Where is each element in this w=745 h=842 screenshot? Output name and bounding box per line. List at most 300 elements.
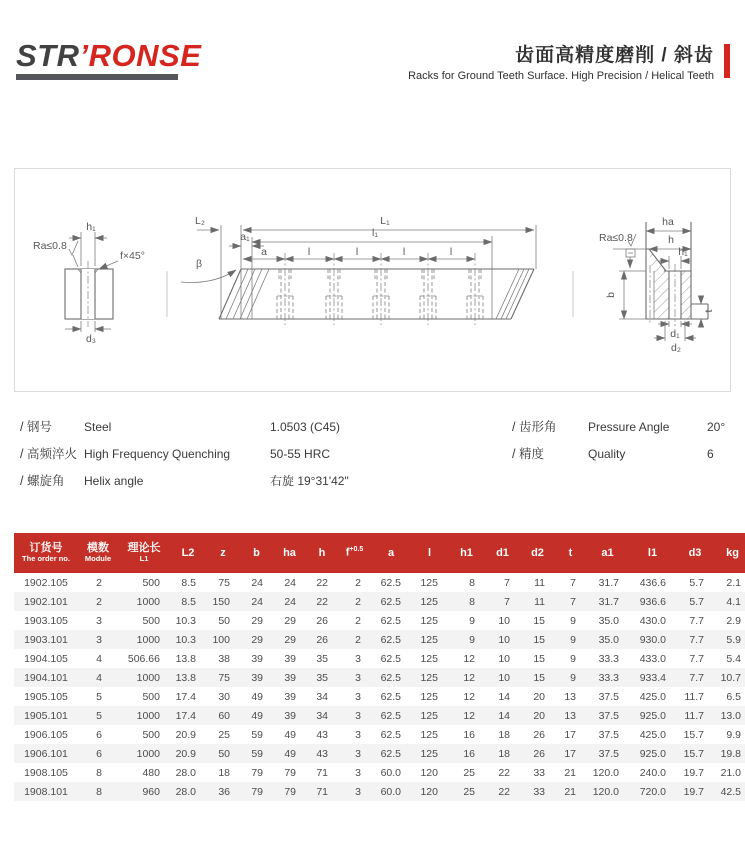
value-cell: 60.0 (380, 785, 401, 798)
table-row (14, 592, 745, 611)
spec-value: 6 (707, 447, 714, 461)
column-header: h (318, 546, 326, 559)
value-cell: 10 (498, 633, 510, 646)
value-cell: 2 (355, 633, 361, 646)
value-cell: 4 (96, 652, 102, 665)
value-cell: 13 (564, 709, 576, 722)
table-row (14, 668, 745, 687)
value-cell: 4 (96, 671, 102, 684)
value-cell: 433.0 (639, 652, 666, 665)
spec-value: 右旋 19°31'42" (270, 474, 349, 488)
value-cell: 20.9 (175, 747, 196, 760)
value-cell: 1000 (136, 633, 160, 646)
value-cell: 25 (218, 728, 230, 741)
value-cell: 25 (463, 766, 475, 779)
table-row (14, 744, 745, 763)
value-cell: 62.5 (380, 633, 401, 646)
column-header: 模数 Module (84, 542, 112, 563)
value-cell: 39 (284, 690, 296, 703)
spec-row-helix-angle (20, 471, 349, 489)
spec-label-zh: / 齿形角 (512, 420, 557, 434)
title-accent-bar (724, 44, 730, 78)
left-section-view (33, 221, 145, 345)
value-cell: 24 (251, 595, 263, 608)
value-cell: 15 (533, 633, 545, 646)
value-cell: 3 (355, 747, 361, 760)
value-cell: 3 (355, 709, 361, 722)
page-title-block (408, 40, 714, 82)
column-header: a (387, 546, 395, 559)
spec-row-steel (20, 417, 340, 435)
chamfer-label: f×45° (120, 250, 145, 262)
value-cell: 3 (355, 766, 361, 779)
spec-label-en: High Frequency Quenching (84, 447, 231, 461)
dim-label-l: l (355, 246, 359, 258)
spec-value: 50-55 HRC (270, 447, 331, 461)
column-header: d2 (531, 546, 544, 559)
value-cell: 16 (463, 728, 475, 741)
value-cell: 10 (498, 671, 510, 684)
value-cell: 62.5 (380, 728, 401, 741)
dim-label-l1: l₁ (372, 227, 378, 239)
dim-label-a: a (261, 246, 267, 258)
value-cell: 3 (355, 671, 361, 684)
value-cell: 120.0 (592, 766, 619, 779)
value-cell: 7 (570, 595, 576, 608)
value-cell: 29 (284, 614, 296, 627)
value-cell: 3 (96, 614, 102, 627)
value-cell: 22 (316, 595, 328, 608)
value-cell: 125 (420, 747, 438, 760)
value-cell: 3 (355, 728, 361, 741)
value-cell: 10.7 (720, 671, 741, 684)
dim-label-b: b (605, 292, 617, 298)
spec-label-zh: / 高频淬火 (20, 447, 77, 461)
brand-logo (16, 40, 201, 80)
value-cell: 25 (463, 785, 475, 798)
roughness-label-right: Ra≤0.8 (599, 232, 633, 244)
value-cell: 436.6 (639, 576, 666, 589)
value-cell: 26 (316, 614, 328, 627)
roughness-check-icon (69, 241, 78, 255)
value-cell: 62.5 (380, 747, 401, 760)
value-cell: 240.0 (639, 766, 666, 779)
column-header: d3 (688, 546, 702, 559)
value-cell: 20.9 (175, 728, 196, 741)
value-cell: 1000 (136, 595, 160, 608)
value-cell: 9 (570, 614, 576, 627)
dim-label-a1: a₁ (240, 231, 250, 243)
value-cell: 38 (218, 652, 230, 665)
value-cell: 59 (251, 747, 263, 760)
dim-label-h: h (668, 234, 674, 246)
value-cell: 29 (284, 633, 296, 646)
value-cell: 62.5 (380, 671, 401, 684)
value-cell: 29 (251, 614, 263, 627)
value-cell: 13 (564, 690, 576, 703)
value-cell: 10 (498, 614, 510, 627)
value-cell: 1000 (136, 747, 160, 760)
value-cell: 125 (420, 690, 438, 703)
value-cell: 29 (251, 633, 263, 646)
value-cell: 9 (469, 614, 475, 627)
order-no-cell: 1902.101 (24, 595, 68, 608)
value-cell: 1000 (136, 709, 160, 722)
value-cell: 3 (96, 633, 102, 646)
table-body (14, 573, 745, 801)
value-cell: 71 (316, 785, 328, 798)
value-cell: 125 (420, 728, 438, 741)
column-header: $f^{+0.5}$ (345, 546, 364, 559)
value-cell: 7 (504, 576, 510, 589)
column-header: d1 (496, 546, 509, 559)
value-cell: 480 (142, 766, 160, 779)
value-cell: 37.5 (598, 747, 619, 760)
table-row (14, 573, 745, 592)
value-cell: 75 (218, 576, 230, 589)
value-cell: 21.0 (720, 766, 741, 779)
value-cell: 11.7 (684, 709, 704, 722)
value-cell: 11 (534, 576, 545, 589)
product-table (14, 533, 745, 801)
value-cell: 9 (570, 671, 576, 684)
spec-row-quality (512, 444, 714, 462)
value-cell: 79 (284, 766, 296, 779)
value-cell: 125 (420, 633, 438, 646)
value-cell: 21 (564, 785, 576, 798)
value-cell: 18 (218, 766, 230, 779)
value-cell: 26 (533, 728, 545, 741)
main-rack-view (181, 215, 536, 325)
value-cell: 26 (533, 747, 545, 760)
value-cell: 33 (533, 785, 545, 798)
end-section-view (599, 216, 715, 354)
value-cell: 71 (316, 766, 328, 779)
value-cell: 3 (355, 785, 361, 798)
value-cell: 49 (251, 690, 263, 703)
value-cell: 35.0 (598, 633, 619, 646)
logo-apostrophe: ’ (79, 38, 89, 73)
roughness-label-left: Ra≤0.8 (33, 240, 67, 252)
value-cell: 24 (284, 576, 296, 589)
value-cell: 33.3 (598, 652, 619, 665)
value-cell: 125 (420, 614, 438, 627)
value-cell: 39 (251, 671, 263, 684)
value-cell: 19.8 (720, 747, 741, 760)
table-row (14, 649, 745, 668)
value-cell: 6 (96, 747, 102, 760)
value-cell: 100 (212, 633, 230, 646)
column-header: t (568, 546, 573, 559)
value-cell: 1000 (136, 671, 160, 684)
order-no-cell: 1908.101 (24, 785, 68, 798)
value-cell: 11 (534, 595, 545, 608)
value-cell: 22 (498, 785, 510, 798)
value-cell: 120 (420, 785, 438, 798)
column-header: h1 (460, 546, 473, 559)
value-cell: 19.7 (683, 785, 704, 798)
value-cell: 33 (533, 766, 545, 779)
value-cell: 59 (251, 728, 263, 741)
value-cell: 35.0 (598, 614, 619, 627)
value-cell: 500 (142, 614, 160, 627)
value-cell: 425.0 (639, 690, 666, 703)
dim-label-d3: d₃ (85, 333, 97, 345)
value-cell: 20 (533, 690, 545, 703)
column-header: b (253, 546, 260, 559)
value-cell: 11.7 (684, 690, 704, 703)
value-cell: 7.7 (689, 652, 704, 665)
value-cell: 37.5 (598, 690, 619, 703)
value-cell: 500 (142, 576, 160, 589)
value-cell: 9 (469, 633, 475, 646)
order-no-cell: 1905.105 (24, 690, 68, 703)
value-cell: 500 (142, 728, 160, 741)
value-cell: 2.1 (726, 576, 741, 589)
column-header: a1 (601, 546, 614, 559)
value-cell: 39 (284, 671, 296, 684)
value-cell: 13.8 (175, 671, 196, 684)
dim-label-h1-right: h₁ (678, 246, 688, 258)
value-cell: 26 (316, 633, 328, 646)
value-cell: 936.6 (639, 595, 666, 608)
order-no-cell: 1904.101 (24, 671, 68, 684)
value-cell: 62.5 (380, 690, 401, 703)
spec-label-en: Quality (588, 447, 626, 461)
value-cell: 2 (355, 576, 361, 589)
order-no-cell: 1903.105 (24, 614, 68, 627)
column-header: 订货号 The order no. (22, 542, 70, 563)
value-cell: 8 (469, 595, 475, 608)
page-title-en: Racks for Ground Teeth Surface. High Precision / Helical Teeth (408, 70, 714, 82)
logo-text (16, 40, 201, 71)
spec-section (0, 412, 745, 502)
value-cell: 16 (463, 747, 475, 760)
order-no-cell: 1904.105 (24, 652, 68, 665)
value-cell: 125 (420, 709, 438, 722)
dim-label-l: l (402, 246, 406, 258)
value-cell: 5.4 (726, 652, 741, 665)
spec-label-en: Steel (84, 420, 112, 434)
value-cell: 24 (251, 576, 263, 589)
value-cell: 125 (420, 595, 438, 608)
value-cell: 7.7 (689, 614, 704, 627)
value-cell: 18 (498, 747, 510, 760)
value-cell: 14 (498, 690, 510, 703)
value-cell: 19.7 (683, 766, 704, 779)
value-cell: 79 (284, 785, 296, 798)
order-no-cell: 1903.101 (24, 633, 68, 646)
value-cell: 125 (420, 671, 438, 684)
value-cell: 720.0 (639, 785, 666, 798)
value-cell: 33.3 (598, 671, 619, 684)
column-header: l1 (647, 546, 658, 559)
value-cell: 39 (284, 652, 296, 665)
value-cell: 12 (463, 690, 475, 703)
value-cell: 17 (564, 747, 576, 760)
value-cell: 125 (420, 576, 438, 589)
spec-label-zh: / 螺旋角 (20, 474, 65, 488)
value-cell: 17.4 (175, 709, 196, 722)
value-cell: 8 (96, 766, 102, 779)
value-cell: 39 (251, 652, 263, 665)
logo-underline-bar (16, 74, 178, 80)
value-cell: 120 (420, 766, 438, 779)
spec-label-en: Helix angle (84, 474, 144, 488)
table-row (14, 687, 745, 706)
value-cell: 31.7 (598, 576, 619, 589)
technical-drawing-panel (14, 168, 731, 392)
value-cell: 933.4 (639, 671, 666, 684)
value-cell: 75 (218, 671, 230, 684)
dim-label-L2: L₂ (195, 215, 205, 227)
table-head-row (14, 533, 745, 573)
value-cell: 35 (316, 652, 328, 665)
value-cell: 7 (570, 576, 576, 589)
value-cell: 18 (498, 728, 510, 741)
value-cell: 5.7 (689, 576, 704, 589)
value-cell: 2 (96, 576, 102, 589)
order-no-cell: 1906.105 (24, 728, 68, 741)
value-cell: 120.0 (592, 785, 619, 798)
value-cell: 506.66 (127, 652, 160, 665)
dim-label-t: t (703, 309, 715, 313)
order-no-cell: 1908.105 (24, 766, 68, 779)
column-header: L2 (181, 546, 195, 559)
value-cell: 62.5 (380, 652, 401, 665)
column-header: ha (283, 546, 296, 559)
value-cell: 5 (96, 690, 102, 703)
value-cell: 43 (316, 747, 328, 760)
order-no-cell: 1902.105 (24, 576, 68, 589)
value-cell: 62.5 (380, 709, 401, 722)
technical-drawing (15, 169, 730, 391)
value-cell: 6 (96, 728, 102, 741)
dim-label-l: l (307, 246, 311, 258)
value-cell: 22 (316, 576, 328, 589)
value-cell: 925.0 (639, 709, 666, 722)
value-cell: 15 (533, 614, 545, 627)
value-cell: 17 (564, 728, 576, 741)
value-cell: 13.0 (720, 709, 741, 722)
value-cell: 8 (469, 576, 475, 589)
value-cell: 930.0 (639, 633, 666, 646)
dim-label-h1-left: h₁ (86, 221, 96, 233)
spec-value: 1.0503 (C45) (270, 420, 341, 434)
value-cell: 125 (420, 652, 438, 665)
value-cell: 12 (463, 671, 475, 684)
table-row (14, 706, 745, 725)
value-cell: 2 (355, 614, 361, 627)
value-cell: 79 (251, 766, 263, 779)
spec-label-en: Pressure Angle (588, 420, 670, 434)
value-cell: 425.0 (639, 728, 666, 741)
value-cell: 24 (284, 595, 296, 608)
spec-label-zh: / 钢号 (20, 420, 52, 434)
value-cell: 2 (355, 595, 361, 608)
value-cell: 10.3 (175, 633, 196, 646)
value-cell: 9 (570, 652, 576, 665)
value-cell: 3 (355, 690, 361, 703)
order-no-cell: 1905.101 (24, 709, 68, 722)
value-cell: 14 (498, 709, 510, 722)
table-row (14, 611, 745, 630)
table-row (14, 782, 745, 801)
value-cell: 13.8 (175, 652, 196, 665)
table-row (14, 725, 745, 744)
value-cell: 49 (284, 728, 296, 741)
value-cell: 5 (96, 709, 102, 722)
value-cell: 34 (316, 709, 328, 722)
mounting-holes (277, 253, 483, 325)
value-cell: 15 (533, 652, 545, 665)
value-cell: 6.5 (726, 690, 741, 703)
column-header: z (220, 546, 226, 559)
value-cell: 2 (96, 595, 102, 608)
column-header: l (427, 546, 432, 559)
value-cell: 62.5 (380, 576, 401, 589)
dim-label-l: l (449, 246, 453, 258)
value-cell: 5.7 (689, 595, 704, 608)
value-cell: 15.7 (683, 747, 704, 760)
table-row (14, 630, 745, 649)
value-cell: 925.0 (639, 747, 666, 760)
value-cell: 10.3 (175, 614, 196, 627)
value-cell: 35 (316, 671, 328, 684)
table-row (14, 763, 745, 782)
value-cell: 7.7 (689, 633, 704, 646)
value-cell: 430.0 (639, 614, 666, 627)
value-cell: 37.5 (598, 728, 619, 741)
value-cell: 10 (498, 652, 510, 665)
value-cell: 8 (96, 785, 102, 798)
value-cell: 150 (212, 595, 230, 608)
spec-value: 20° (707, 420, 726, 434)
value-cell: 8.5 (181, 595, 196, 608)
dim-label-ha: ha (662, 216, 674, 228)
logo-str: STR (16, 38, 80, 73)
value-cell: 5.9 (726, 633, 741, 646)
value-cell: 28.0 (175, 766, 196, 779)
value-cell: 62.5 (380, 614, 401, 627)
value-cell: 31.7 (598, 595, 619, 608)
value-cell: 60 (218, 709, 230, 722)
value-cell: 79 (251, 785, 263, 798)
value-cell: 17.4 (175, 690, 196, 703)
value-cell: 3 (355, 652, 361, 665)
value-cell: 42.5 (720, 785, 741, 798)
value-cell: 9.9 (726, 728, 741, 741)
value-cell: 62.5 (380, 595, 401, 608)
value-cell: 8.5 (181, 576, 196, 589)
dim-label-d2: d₂ (671, 342, 681, 354)
value-cell: 7 (504, 595, 510, 608)
value-cell: 12 (463, 652, 475, 665)
value-cell: 50 (218, 614, 230, 627)
value-cell: 50 (218, 747, 230, 760)
column-header: 理论长 L1 (127, 542, 161, 563)
dim-label-d1: d₁ (670, 328, 680, 340)
value-cell: 4.1 (726, 595, 741, 608)
spec-row-quenching (20, 444, 330, 462)
value-cell: 37.5 (598, 709, 619, 722)
logo-ronse: RONSE (88, 38, 202, 73)
value-cell: 15.7 (683, 728, 704, 741)
value-cell: 30 (218, 690, 230, 703)
dim-label-L1: L₁ (380, 215, 390, 227)
value-cell: 2.9 (726, 614, 741, 627)
spec-label-zh: / 精度 (512, 447, 544, 461)
